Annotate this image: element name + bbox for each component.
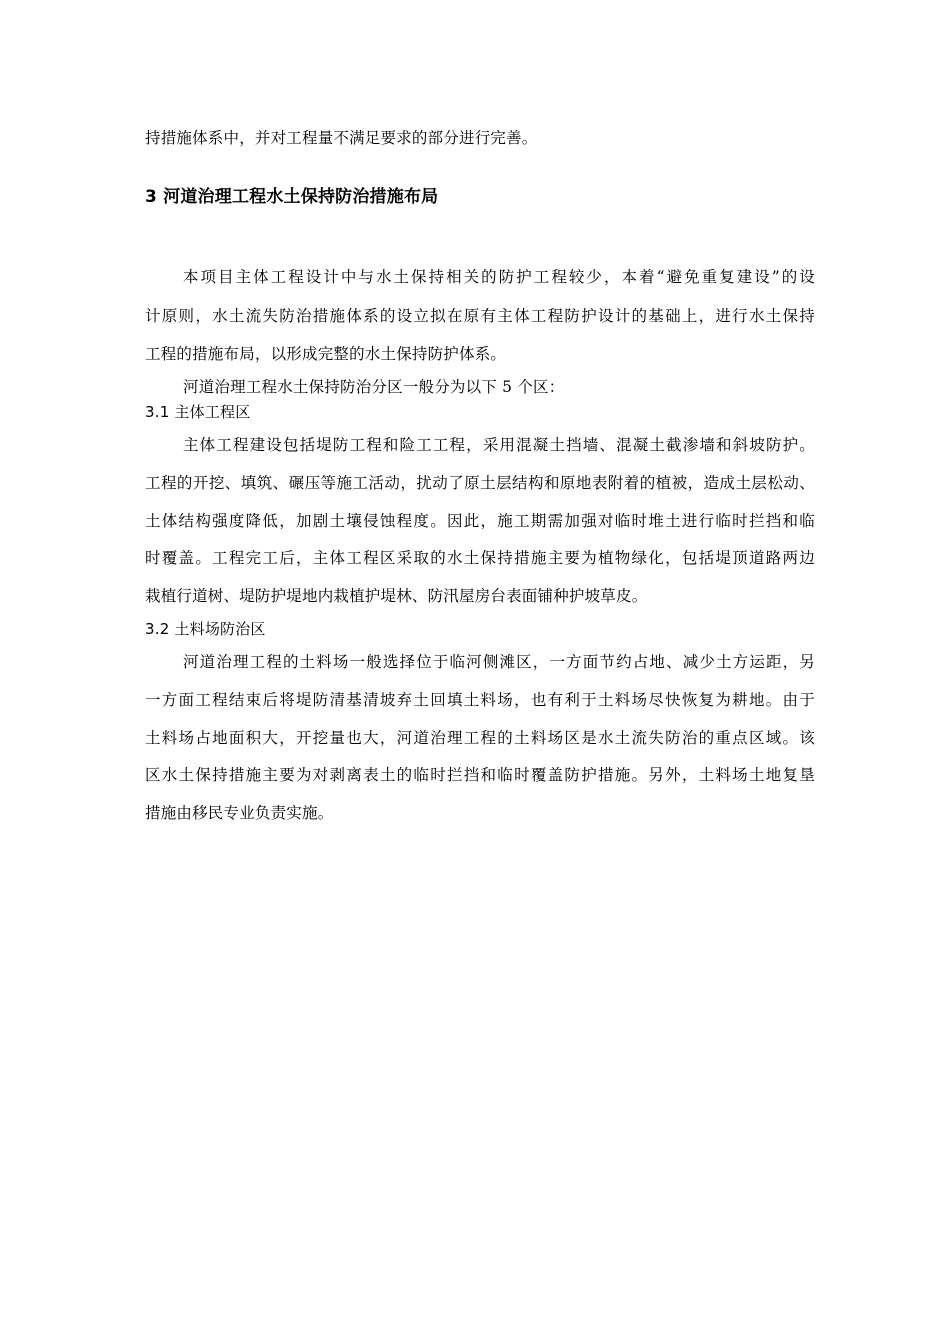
section-3-para1-line3: 工程的措施布局，以形成完整的水土保持防护体系。	[145, 345, 507, 363]
section-3-1-line4: 时覆盖。工程完工后，主体工程区采取的水土保持措施主要为植物绿化，包括堤顶道路两边	[145, 549, 815, 567]
section-3-1-heading: 3.1 主体工程区	[145, 403, 251, 421]
section-3-2-line1: 河道治理工程的土料场一般选择位于临河侧滩区，一方面节约占地、减少土方运距，另	[183, 653, 815, 671]
section-3-para2: 河道治理工程水土保持防治分区一般分为以下 5 个区：	[183, 378, 565, 396]
section-3-para1-line2: 计原则，水土流失防治措施体系的设立拟在原有主体工程防护设计的基础上，进行水土保持	[145, 307, 815, 325]
section-3-2-line3: 土料场占地面积大，开挖量也大，河道治理工程的土料场区是水土流失防治的重点区域。该	[145, 729, 815, 747]
continuation-line: 持措施体系中，并对工程量不满足要求的部分进行完善。	[145, 129, 538, 147]
section-3-1-line2: 工程的开挖、填筑、碾压等施工活动，扰动了原土层结构和原地表附着的植被，造成土层松动、	[145, 474, 815, 492]
section-3-1-line1: 主体工程建设包括堤防工程和险工工程，采用混凝土挡墙、混凝土截渗墙和斜坡防护。	[183, 436, 815, 454]
section-3-1-line3: 土体结构强度降低，加剧土壤侵蚀程度。因此，施工期需加强对临时堆土进行临时拦挡和临	[145, 512, 815, 530]
section-3-2-line5: 措施由移民专业负责实施。	[145, 804, 334, 822]
section-3-2-line4: 区水土保持措施主要为对剥离表土的临时拦挡和临时覆盖防护措施。另外，土料场土地复垦	[145, 766, 815, 784]
section-3-2-heading: 3.2 土料场防治区	[145, 620, 266, 638]
section-3-2-line2: 一方面工程结束后将堤防清基清坡弃土回填土料场，也有利于土料场尽快恢复为耕地。由于	[145, 691, 815, 709]
section-3-para1-line1: 本项目主体工程设计中与水土保持相关的防护工程较少，本着“避免重复建设”的设	[183, 268, 815, 286]
section-3-1-line5: 栽植行道树、堤防护堤地内栽植护堤林、防汛屋房台表面铺种护坡草皮。	[145, 587, 648, 605]
section-3-heading: 3 河道治理工程水土保持防治措施布局	[145, 187, 439, 207]
